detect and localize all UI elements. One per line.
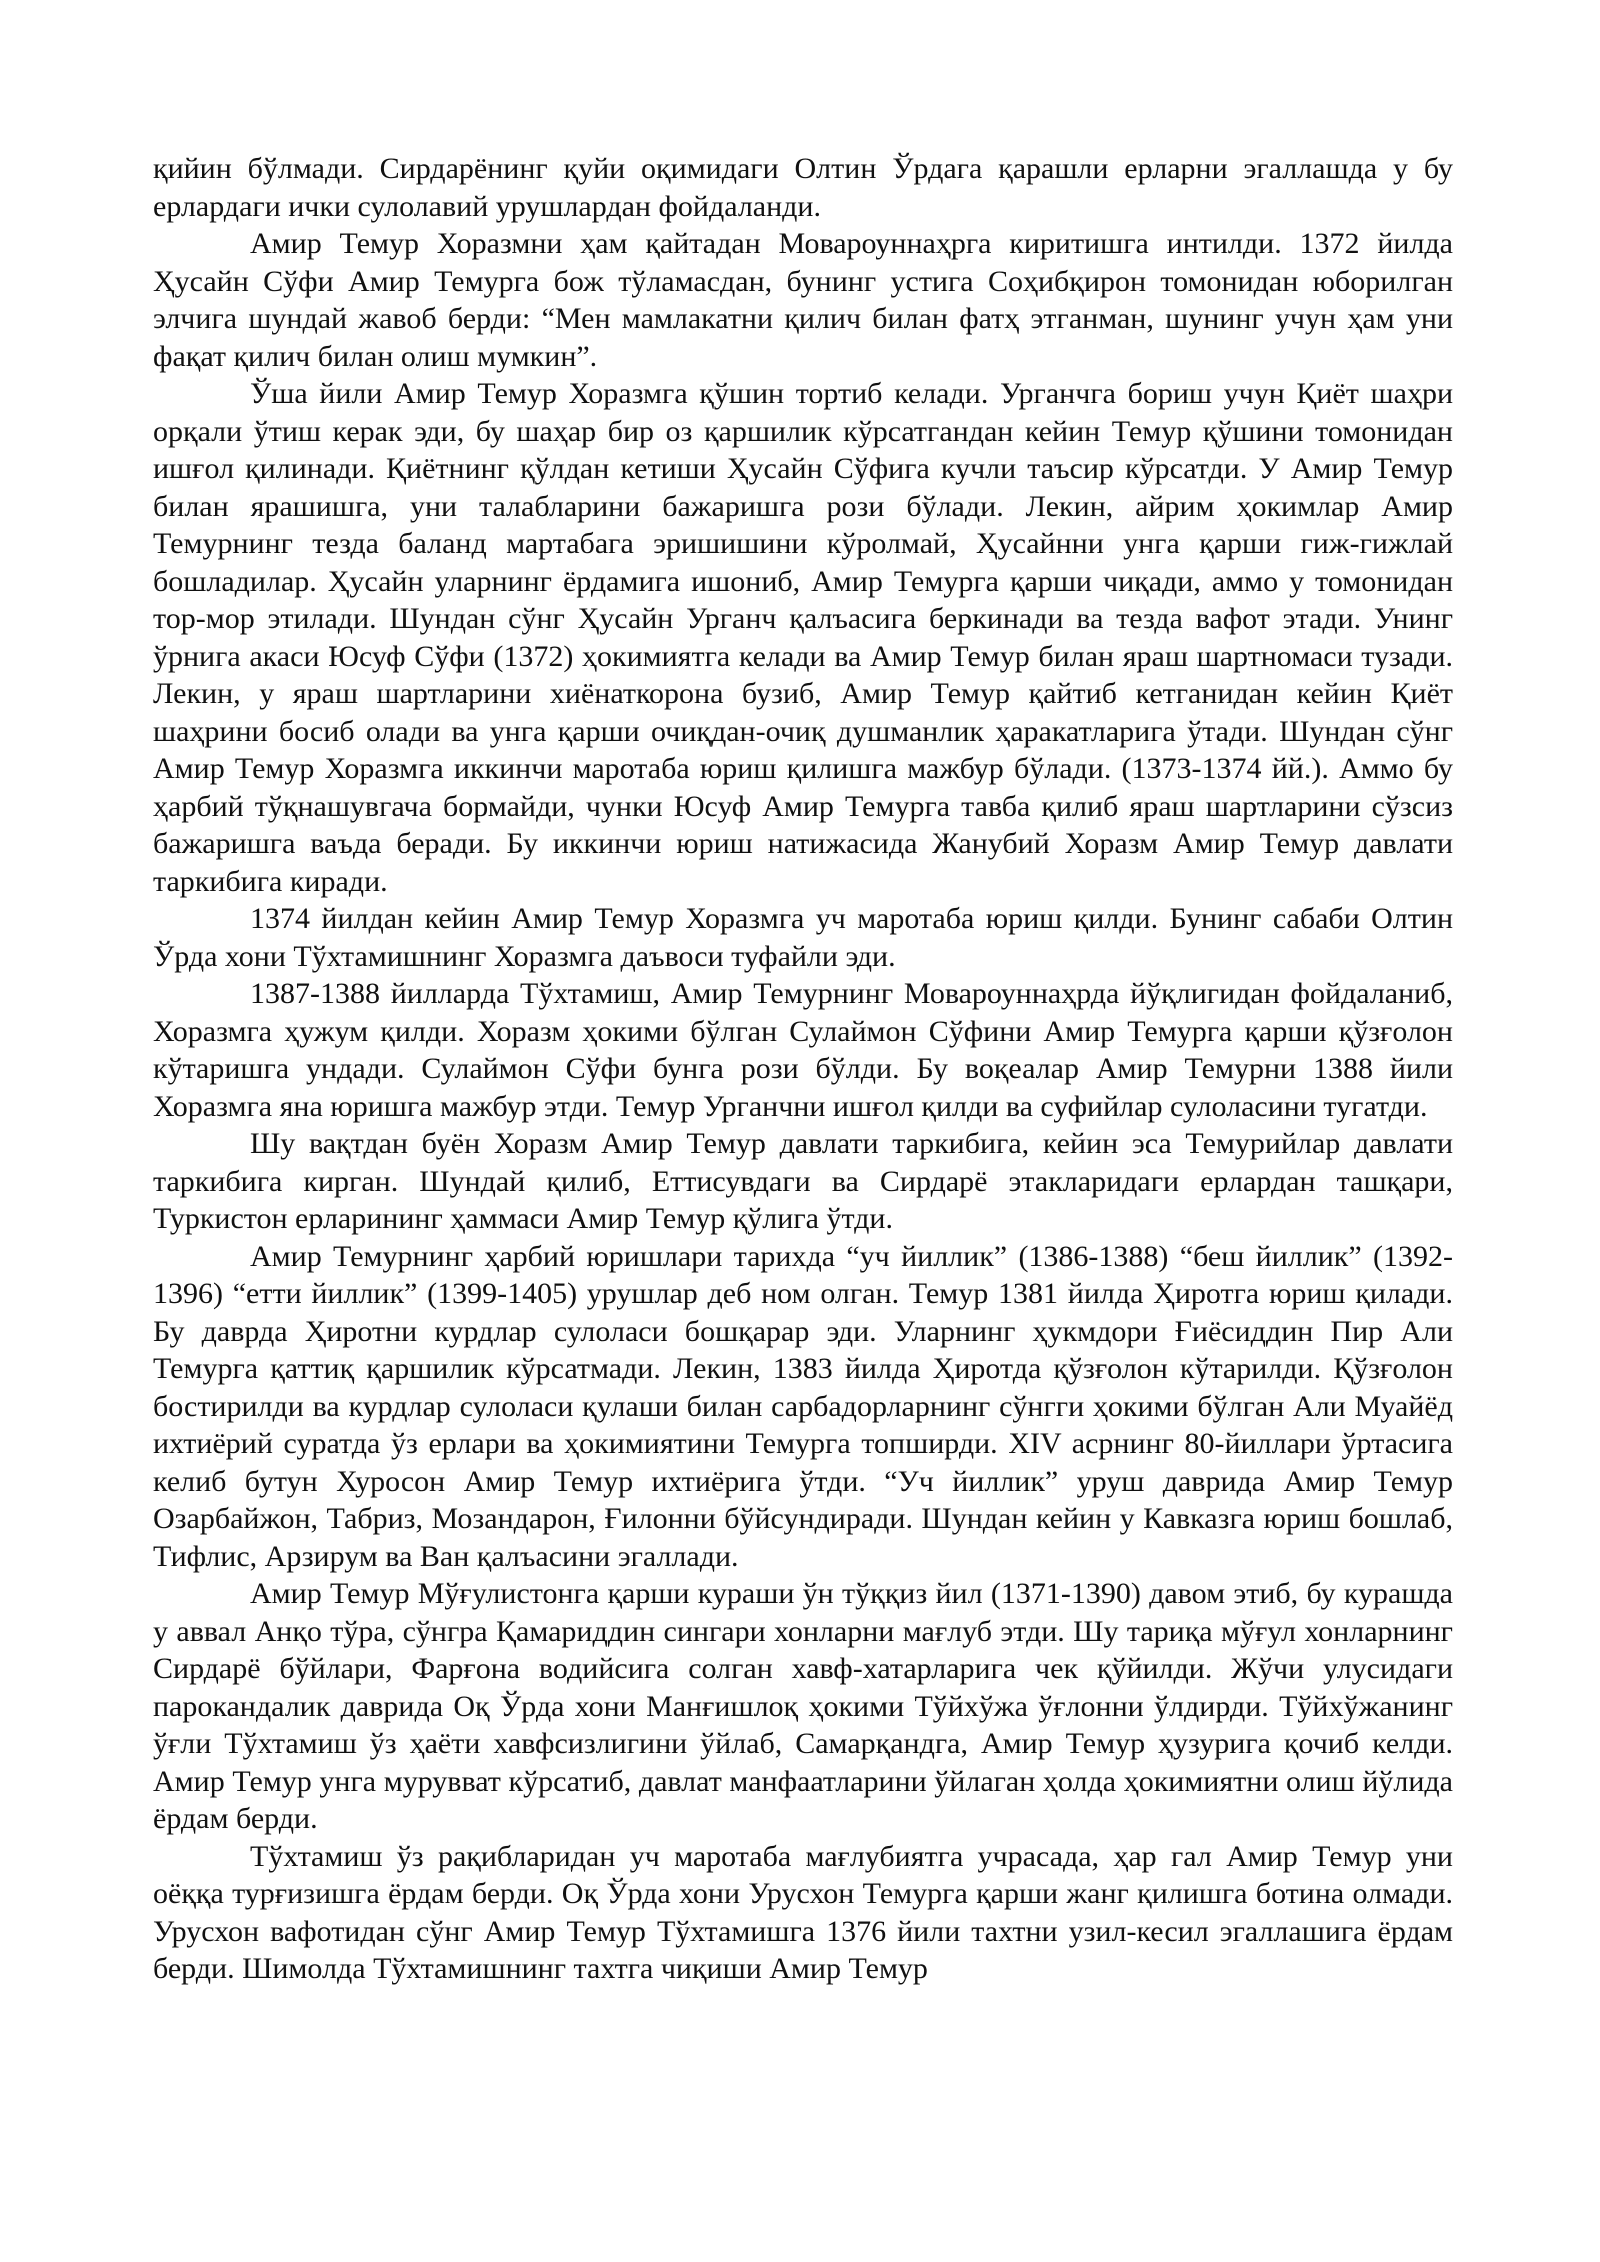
paragraph-3: Ўша йили Амир Темур Хоразмга қўшин тортиб келади. Урганчга бориш учун Қиёт шаҳри орқали ўтиш керак эди, бу шаҳар бир оз қаршилик кўрсатгандан кейин Темур қўшини томонидан ишғол қилинади. Қиётнинг қўлдан кетиши Ҳусайн Сўфига кучли таъсир кўрсатди. У Амир Темур билан ярашишга, уни талабларини бажаришга рози бўлади. Лекин, айрим ҳокимлар Амир Темурнинг тезда баланд мартабага эришишини кўролмай, Ҳусайнни унга қарши гиж-гижлай бошладилар. Ҳусайн уларнинг ёрдамига ишониб, Амир Темурга қарши чиқади, аммо у томонидан тор-мор этилади. Шундан сўнг Ҳусайн Урганч қалъасига беркинади ва тезда вафот этади. Унинг ўрнига акаси Юсуф Сўфи (1372) ҳокимиятга келади ва Амир Темур билан яраш шартномаси тузади. Лекин, у яраш шартларини хиёнаткорона бузиб, Амир Темур қайтиб кетганидан кейин Қиёт шаҳрини босиб олади ва унга қарши очиқдан-очиқ душманлик ҳаракатларига ўтади. Шундан сўнг Амир Темур Хоразмга иккинчи маротаба юриш қилишга мажбур бўлади. (1373-1374 йй.). Аммо бу ҳарбий тўқнашувгача бормайди, чунки Юсуф Амир Темурга тавба қилиб яраш шартларини сўзсиз бажаришга ваъда беради. Бу иккинчи юриш натижасида Жанубий Хоразм Амир Темур давлати таркибига киради. [153,377,1453,898]
paragraph-6: Шу вақтдан буён Хоразм Амир Темур давлати таркибига, кейин эса Темурийлар давлати таркибига кирган. Шундай қилиб, Еттисувдаги ва Сирдарё этакларидаги ерлардан ташқари, Туркистон ерларининг ҳаммаси Амир Темур қўлига ўтди. [153,1127,1453,1235]
paragraph-4: 1374 йилдан кейин Амир Темур Хоразмга уч маротаба юриш қилди. Бунинг сабаби Олтин Ўрда хони Тўхтамишнинг Хоразмга даъвоси туфайли эди. [153,902,1453,973]
paragraph-8: Амир Темур Мўғулистонга қарши кураши ўн тўққиз йил (1371-1390) давом этиб, бу курашда у аввал Анқо тўра, сўнгра Қамариддин сингари хонларни мағлуб этди. Шу тариқа мўғул хонларнинг Сирдарё бўйлари, Фарғона водийсига солган хавф-хатарларига чек қўйилди. Жўчи улусидаги парокандалик даврида Оқ Ўрда хони Манғишлоқ ҳокими Тўйхўжа ўғлонни ўлдирди. Тўйхўжанинг ўғли Тўхтамиш ўз ҳаёти хавфсизлигини ўйлаб, Самарқандга, Амир Темур ҳузурига қочиб келди. Амир Темур унга мурувват кўрсатиб, давлат манфаатларини ўйлаган ҳолда ҳокимиятни олиш йўлида ёрдам берди. [153,1577,1453,1835]
document-page [153,150,1453,1988]
paragraph-1: қийин бўлмади. Сирдарёнинг қуйи оқимидаги Олтин Ўрдага қарашли ерларни эгаллашда у бу ерлардаги ички сулолавий урушлардан фойдаланди. [153,152,1453,223]
paragraph-2: Амир Темур Хоразмни ҳам қайтадан Мовароуннаҳрга киритишга интилди. 1372 йилда Ҳусайн Сўфи Амир Темурга бож тўламасдан, бунинг устига Соҳибқирон томонидан юборилган элчига шундай жавоб берди: “Мен мамлакатни қилич билан фатҳ этганман, шунинг учун ҳам уни фақат қилич билан олиш мумкин”. [153,227,1453,373]
paragraph-9: Тўхтамиш ўз рақибларидан уч маротаба мағлубиятга учрасада, ҳар гал Амир Темур уни оёққа турғизишга ёрдам берди. Оқ Ўрда хони Урусхон Темурга қарши жанг қилишга ботина олмади. Урусхон вафотидан сўнг Амир Темур Тўхтамишга 1376 йили тахтни узил-кесил эгаллашига ёрдам берди. Шимолда Тўхтамишнинг тахтга чиқиши Амир Темур [153,1839,1453,1985]
paragraph-7: Амир Темурнинг ҳарбий юришлари тарихда “уч йиллик” (1386-1388) “беш йиллик” (1392-1396) “етти йиллик” (1399-1405) урушлар деб ном олган. Темур 1381 йилда Ҳиротга юриш қилади. Бу даврда Ҳиротни курдлар сулоласи бошқарар эди. Уларнинг ҳукмдори Ғиёсиддин Пир Али Темурга қаттиқ қаршилик кўрсатмади. Лекин, 1383 йилда Ҳиротда қўзғолон кўтарилди. Қўзғолон бостирилди ва курдлар сулоласи қулаши билан сарбадорларнинг сўнгги ҳокими бўлган Али Муайёд ихтиёрий суратда ўз ерлари ва ҳокимиятини Темурга топширди. XIV асрнинг 80-йиллари ўртасига келиб бутун Хуросон Амир Темур ихтиёрига ўтди. “Уч йиллик” уруш даврида Амир Темур Озарбайжон, Табриз, Мозандарон, Ғилонни бўйсундиради. Шундан кейин у Кавказга юриш бошлаб, Тифлис, Арзирум ва Ван қалъасини эгаллади. [153,1239,1453,1573]
paragraph-5: 1387-1388 йилларда Тўхтамиш, Амир Темурнинг Мовароуннаҳрда йўқлигидан фойдаланиб, Хоразмга ҳужум қилди. Хоразм ҳокими бўлган Сулаймон Сўфини Амир Темурга қарши қўзғолон кўтаришга ундади. Сулаймон Сўфи бунга рози бўлди. Бу воқеалар Амир Темурни 1388 йили Хоразмга яна юришга мажбур этди. Темур Урганчни ишғол қилди ва суфийлар сулоласини тугатди. [153,977,1453,1123]
